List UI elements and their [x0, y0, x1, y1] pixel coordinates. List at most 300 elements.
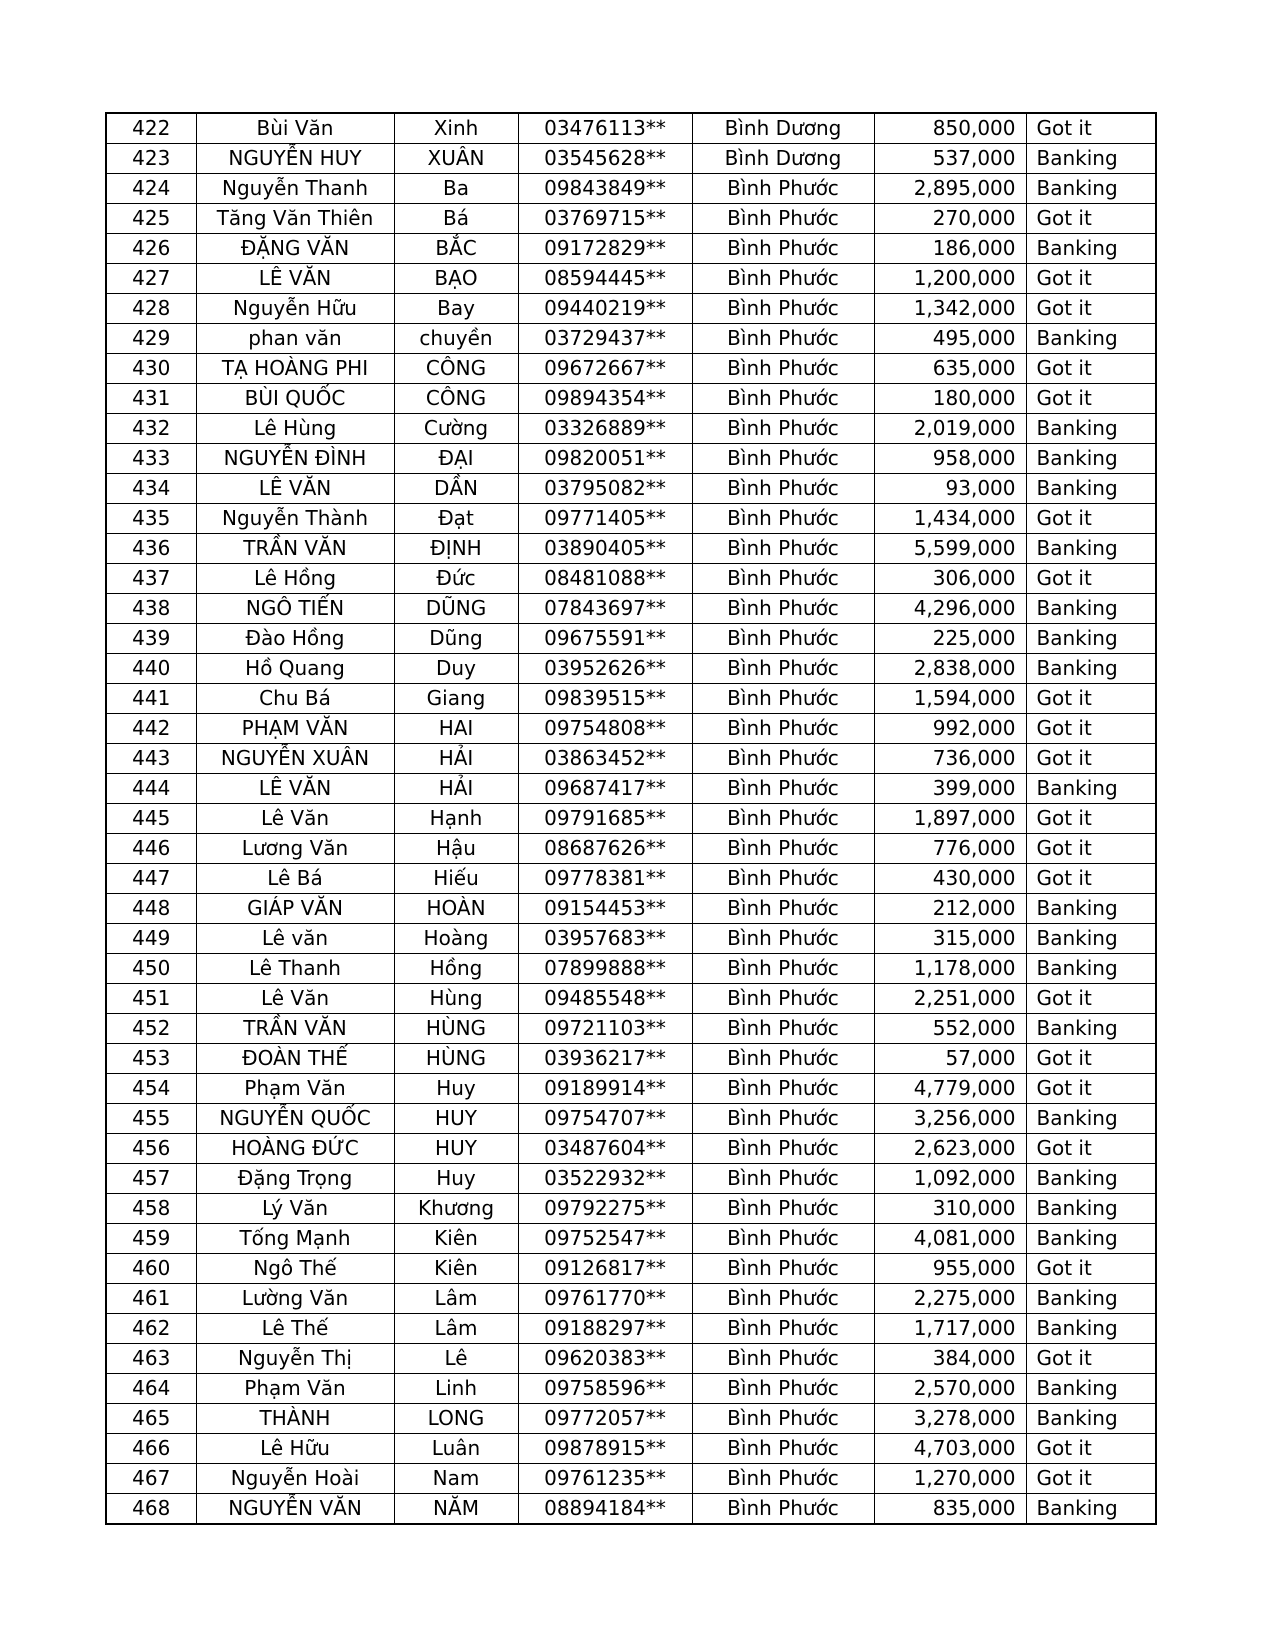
last-name-cell: Nguyễn Thanh [196, 174, 394, 204]
row-number-cell: 458 [106, 1194, 196, 1224]
phone-cell: 03769715** [518, 204, 692, 234]
first-name-cell: Xinh [394, 113, 518, 144]
amount-cell: 180,000 [874, 384, 1026, 414]
amount-cell: 3,256,000 [874, 1104, 1026, 1134]
payment-method-cell: Got it [1026, 1464, 1156, 1494]
last-name-cell: TRẦN VĂN [196, 1014, 394, 1044]
last-name-cell: Lường Văn [196, 1284, 394, 1314]
row-number-cell: 442 [106, 714, 196, 744]
table-row [106, 714, 1156, 744]
amount-cell: 1,200,000 [874, 264, 1026, 294]
table-row [106, 834, 1156, 864]
last-name-cell: NGUYỄN QUỐC [196, 1104, 394, 1134]
table-row [106, 744, 1156, 774]
province-cell: Bình Dương [692, 144, 874, 174]
last-name-cell: Lê Thanh [196, 954, 394, 984]
phone-cell: 03952626** [518, 654, 692, 684]
amount-cell: 495,000 [874, 324, 1026, 354]
phone-cell: 03522932** [518, 1164, 692, 1194]
last-name-cell: Nguyễn Thành [196, 504, 394, 534]
province-cell: Bình Phước [692, 594, 874, 624]
province-cell: Bình Phước [692, 684, 874, 714]
first-name-cell: BẠO [394, 264, 518, 294]
payment-method-cell: Banking [1026, 234, 1156, 264]
last-name-cell: Lê Văn [196, 984, 394, 1014]
payment-method-cell: Banking [1026, 894, 1156, 924]
province-cell: Bình Phước [692, 444, 874, 474]
province-cell: Bình Phước [692, 534, 874, 564]
amount-cell: 552,000 [874, 1014, 1026, 1044]
payment-method-cell: Banking [1026, 654, 1156, 684]
first-name-cell: Đức [394, 564, 518, 594]
last-name-cell: PHẠM VĂN [196, 714, 394, 744]
payment-method-cell: Banking [1026, 594, 1156, 624]
row-number-cell: 463 [106, 1344, 196, 1374]
amount-cell: 270,000 [874, 204, 1026, 234]
phone-cell: 09154453** [518, 894, 692, 924]
first-name-cell: HẢI [394, 744, 518, 774]
amount-cell: 2,275,000 [874, 1284, 1026, 1314]
payment-method-cell: Got it [1026, 984, 1156, 1014]
amount-cell: 850,000 [874, 113, 1026, 144]
row-number-cell: 451 [106, 984, 196, 1014]
table-row [106, 474, 1156, 504]
province-cell: Bình Phước [692, 264, 874, 294]
table-row [106, 113, 1156, 144]
table-row [106, 1464, 1156, 1494]
first-name-cell: Giang [394, 684, 518, 714]
first-name-cell: Hùng [394, 984, 518, 1014]
first-name-cell: Hạnh [394, 804, 518, 834]
phone-cell: 09754808** [518, 714, 692, 744]
province-cell: Bình Phước [692, 504, 874, 534]
amount-cell: 225,000 [874, 624, 1026, 654]
province-cell: Bình Phước [692, 624, 874, 654]
payment-method-cell: Banking [1026, 444, 1156, 474]
table-row [106, 624, 1156, 654]
table-row [106, 1344, 1156, 1374]
last-name-cell: Bùi Văn [196, 113, 394, 144]
payment-method-cell: Got it [1026, 504, 1156, 534]
first-name-cell: HÙNG [394, 1044, 518, 1074]
payment-method-cell: Got it [1026, 204, 1156, 234]
first-name-cell: Khương [394, 1194, 518, 1224]
row-number-cell: 436 [106, 534, 196, 564]
province-cell: Bình Phước [692, 1344, 874, 1374]
table-row [106, 684, 1156, 714]
payment-method-cell: Got it [1026, 804, 1156, 834]
phone-cell: 09894354** [518, 384, 692, 414]
amount-cell: 1,178,000 [874, 954, 1026, 984]
row-number-cell: 445 [106, 804, 196, 834]
table-row [106, 1074, 1156, 1104]
payment-method-cell: Banking [1026, 1014, 1156, 1044]
last-name-cell: Đặng Trọng [196, 1164, 394, 1194]
first-name-cell: Huy [394, 1164, 518, 1194]
amount-cell: 2,019,000 [874, 414, 1026, 444]
province-cell: Bình Phước [692, 324, 874, 354]
table-row [106, 1314, 1156, 1344]
first-name-cell: ĐẠI [394, 444, 518, 474]
province-cell: Bình Phước [692, 1104, 874, 1134]
first-name-cell: DẦN [394, 474, 518, 504]
row-number-cell: 426 [106, 234, 196, 264]
amount-cell: 992,000 [874, 714, 1026, 744]
phone-cell: 09752547** [518, 1224, 692, 1254]
province-cell: Bình Phước [692, 1314, 874, 1344]
table-row [106, 924, 1156, 954]
province-cell: Bình Phước [692, 954, 874, 984]
first-name-cell: Hoàng [394, 924, 518, 954]
amount-cell: 186,000 [874, 234, 1026, 264]
last-name-cell: Phạm Văn [196, 1074, 394, 1104]
table-row [106, 504, 1156, 534]
row-number-cell: 453 [106, 1044, 196, 1074]
first-name-cell: HUY [394, 1104, 518, 1134]
amount-cell: 635,000 [874, 354, 1026, 384]
last-name-cell: ĐẶNG VĂN [196, 234, 394, 264]
row-number-cell: 423 [106, 144, 196, 174]
payment-method-cell: Got it [1026, 1344, 1156, 1374]
row-number-cell: 464 [106, 1374, 196, 1404]
payment-method-cell: Banking [1026, 324, 1156, 354]
phone-cell: 09126817** [518, 1254, 692, 1284]
row-number-cell: 431 [106, 384, 196, 414]
payment-method-cell: Banking [1026, 144, 1156, 174]
last-name-cell: TẠ HOÀNG PHI [196, 354, 394, 384]
payment-method-cell: Got it [1026, 714, 1156, 744]
row-number-cell: 452 [106, 1014, 196, 1044]
phone-cell: 09189914** [518, 1074, 692, 1104]
row-number-cell: 454 [106, 1074, 196, 1104]
last-name-cell: Tống Mạnh [196, 1224, 394, 1254]
phone-cell: 09778381** [518, 864, 692, 894]
first-name-cell: Dũng [394, 624, 518, 654]
payment-method-cell: Banking [1026, 1374, 1156, 1404]
first-name-cell: XUÂN [394, 144, 518, 174]
row-number-cell: 460 [106, 1254, 196, 1284]
row-number-cell: 430 [106, 354, 196, 384]
amount-cell: 1,897,000 [874, 804, 1026, 834]
row-number-cell: 432 [106, 414, 196, 444]
table-row [106, 774, 1156, 804]
table-row [106, 174, 1156, 204]
province-cell: Bình Phước [692, 1224, 874, 1254]
province-cell: Bình Phước [692, 1494, 874, 1525]
phone-cell: 09771405** [518, 504, 692, 534]
province-cell: Bình Phước [692, 654, 874, 684]
province-cell: Bình Phước [692, 1194, 874, 1224]
payment-method-cell: Banking [1026, 474, 1156, 504]
province-cell: Bình Phước [692, 924, 874, 954]
province-cell: Bình Phước [692, 1134, 874, 1164]
amount-cell: 958,000 [874, 444, 1026, 474]
first-name-cell: BẮC [394, 234, 518, 264]
phone-cell: 09672667** [518, 354, 692, 384]
payment-method-cell: Banking [1026, 174, 1156, 204]
province-cell: Bình Phước [692, 1074, 874, 1104]
province-cell: Bình Phước [692, 894, 874, 924]
province-cell: Bình Phước [692, 1014, 874, 1044]
row-number-cell: 459 [106, 1224, 196, 1254]
province-cell: Bình Phước [692, 1464, 874, 1494]
table-row [106, 564, 1156, 594]
table-row [106, 1404, 1156, 1434]
phone-cell: 03863452** [518, 744, 692, 774]
last-name-cell: Chu Bá [196, 684, 394, 714]
last-name-cell: Lê Bá [196, 864, 394, 894]
phone-cell: 09721103** [518, 1014, 692, 1044]
last-name-cell: Lê Hùng [196, 414, 394, 444]
phone-cell: 03795082** [518, 474, 692, 504]
last-name-cell: ĐOÀN THẾ [196, 1044, 394, 1074]
table-row [106, 1224, 1156, 1254]
phone-cell: 09188297** [518, 1314, 692, 1344]
first-name-cell: Kiên [394, 1254, 518, 1284]
row-number-cell: 441 [106, 684, 196, 714]
row-number-cell: 440 [106, 654, 196, 684]
province-cell: Bình Dương [692, 113, 874, 144]
phone-cell: 07899888** [518, 954, 692, 984]
amount-cell: 736,000 [874, 744, 1026, 774]
table-row [106, 1164, 1156, 1194]
province-cell: Bình Phước [692, 384, 874, 414]
amount-cell: 310,000 [874, 1194, 1026, 1224]
province-cell: Bình Phước [692, 1044, 874, 1074]
province-cell: Bình Phước [692, 864, 874, 894]
amount-cell: 1,434,000 [874, 504, 1026, 534]
table-row [106, 1254, 1156, 1284]
first-name-cell: Lâm [394, 1284, 518, 1314]
phone-cell: 08894184** [518, 1494, 692, 1525]
phone-cell: 09485548** [518, 984, 692, 1014]
table-row [106, 1014, 1156, 1044]
last-name-cell: BÙI QUỐC [196, 384, 394, 414]
last-name-cell: NGUYỄN ĐÌNH [196, 444, 394, 474]
row-number-cell: 425 [106, 204, 196, 234]
amount-cell: 4,779,000 [874, 1074, 1026, 1104]
province-cell: Bình Phước [692, 774, 874, 804]
last-name-cell: Nguyễn Hoài [196, 1464, 394, 1494]
phone-cell: 09772057** [518, 1404, 692, 1434]
table-row [106, 1434, 1156, 1464]
last-name-cell: Đào Hồng [196, 624, 394, 654]
last-name-cell: Tăng Văn Thiên [196, 204, 394, 234]
row-number-cell: 457 [106, 1164, 196, 1194]
last-name-cell: Lê Văn [196, 804, 394, 834]
province-cell: Bình Phước [692, 1164, 874, 1194]
table-row [106, 1284, 1156, 1314]
first-name-cell: Duy [394, 654, 518, 684]
table-row [106, 444, 1156, 474]
province-cell: Bình Phước [692, 234, 874, 264]
amount-cell: 2,251,000 [874, 984, 1026, 1014]
amount-cell: 2,623,000 [874, 1134, 1026, 1164]
row-number-cell: 443 [106, 744, 196, 774]
province-cell: Bình Phước [692, 1434, 874, 1464]
payment-method-cell: Banking [1026, 1164, 1156, 1194]
payment-method-cell: Banking [1026, 624, 1156, 654]
amount-cell: 93,000 [874, 474, 1026, 504]
province-cell: Bình Phước [692, 804, 874, 834]
table-body [106, 113, 1156, 1524]
payment-method-cell: Got it [1026, 354, 1156, 384]
first-name-cell: chuyền [394, 324, 518, 354]
row-number-cell: 450 [106, 954, 196, 984]
amount-cell: 384,000 [874, 1344, 1026, 1374]
last-name-cell: NGUYỄN VĂN [196, 1494, 394, 1525]
amount-cell: 1,342,000 [874, 294, 1026, 324]
last-name-cell: LÊ VĂN [196, 264, 394, 294]
table-row [106, 654, 1156, 684]
first-name-cell: CÔNG [394, 354, 518, 384]
payment-method-cell: Got it [1026, 1074, 1156, 1104]
last-name-cell: Lý Văn [196, 1194, 394, 1224]
row-number-cell: 433 [106, 444, 196, 474]
phone-cell: 08481088** [518, 564, 692, 594]
last-name-cell: THÀNH [196, 1404, 394, 1434]
row-number-cell: 461 [106, 1284, 196, 1314]
province-cell: Bình Phước [692, 714, 874, 744]
payment-method-cell: Got it [1026, 294, 1156, 324]
table-row [106, 354, 1156, 384]
first-name-cell: HAI [394, 714, 518, 744]
payment-method-cell: Banking [1026, 534, 1156, 564]
payment-method-cell: Got it [1026, 564, 1156, 594]
amount-cell: 2,838,000 [874, 654, 1026, 684]
amount-cell: 1,270,000 [874, 1464, 1026, 1494]
row-number-cell: 462 [106, 1314, 196, 1344]
last-name-cell: Lê Hồng [196, 564, 394, 594]
amount-cell: 2,570,000 [874, 1374, 1026, 1404]
province-cell: Bình Phước [692, 1254, 874, 1284]
row-number-cell: 468 [106, 1494, 196, 1525]
table-row [106, 1494, 1156, 1525]
first-name-cell: HOÀN [394, 894, 518, 924]
table-row [106, 594, 1156, 624]
payment-method-cell: Got it [1026, 864, 1156, 894]
phone-cell: 03957683** [518, 924, 692, 954]
first-name-cell: HUY [394, 1134, 518, 1164]
first-name-cell: Hiếu [394, 864, 518, 894]
row-number-cell: 448 [106, 894, 196, 924]
table-row [106, 1374, 1156, 1404]
payment-method-cell: Banking [1026, 954, 1156, 984]
table-row [106, 144, 1156, 174]
last-name-cell: Hồ Quang [196, 654, 394, 684]
amount-cell: 955,000 [874, 1254, 1026, 1284]
first-name-cell: Lê [394, 1344, 518, 1374]
last-name-cell: TRẦN VĂN [196, 534, 394, 564]
table-row [106, 234, 1156, 264]
first-name-cell: HÙNG [394, 1014, 518, 1044]
payment-method-cell: Got it [1026, 1044, 1156, 1074]
first-name-cell: Kiên [394, 1224, 518, 1254]
amount-cell: 537,000 [874, 144, 1026, 174]
last-name-cell: Nguyễn Thị [196, 1344, 394, 1374]
phone-cell: 03729437** [518, 324, 692, 354]
first-name-cell: Bá [394, 204, 518, 234]
table-row [106, 864, 1156, 894]
first-name-cell: Luân [394, 1434, 518, 1464]
first-name-cell: Lâm [394, 1314, 518, 1344]
row-number-cell: 467 [106, 1464, 196, 1494]
first-name-cell: Bay [394, 294, 518, 324]
row-number-cell: 434 [106, 474, 196, 504]
phone-cell: 09820051** [518, 444, 692, 474]
payment-method-cell: Banking [1026, 414, 1156, 444]
phone-cell: 09761770** [518, 1284, 692, 1314]
phone-cell: 03326889** [518, 414, 692, 444]
payment-method-cell: Banking [1026, 1494, 1156, 1525]
first-name-cell: Hậu [394, 834, 518, 864]
first-name-cell: DŨNG [394, 594, 518, 624]
payment-method-cell: Banking [1026, 1284, 1156, 1314]
amount-cell: 1,092,000 [874, 1164, 1026, 1194]
last-name-cell: Lê Thế [196, 1314, 394, 1344]
first-name-cell: Cường [394, 414, 518, 444]
phone-cell: 09878915** [518, 1434, 692, 1464]
amount-cell: 315,000 [874, 924, 1026, 954]
province-cell: Bình Phước [692, 1404, 874, 1434]
last-name-cell: phan văn [196, 324, 394, 354]
payment-method-cell: Banking [1026, 1194, 1156, 1224]
row-number-cell: 438 [106, 594, 196, 624]
province-cell: Bình Phước [692, 174, 874, 204]
row-number-cell: 456 [106, 1134, 196, 1164]
row-number-cell: 428 [106, 294, 196, 324]
phone-cell: 09792275** [518, 1194, 692, 1224]
last-name-cell: Lê Hữu [196, 1434, 394, 1464]
row-number-cell: 446 [106, 834, 196, 864]
table-row [106, 1104, 1156, 1134]
payment-method-cell: Banking [1026, 1404, 1156, 1434]
first-name-cell: NĂM [394, 1494, 518, 1525]
table-row [106, 804, 1156, 834]
last-name-cell: Phạm Văn [196, 1374, 394, 1404]
amount-cell: 5,599,000 [874, 534, 1026, 564]
row-number-cell: 455 [106, 1104, 196, 1134]
amount-cell: 2,895,000 [874, 174, 1026, 204]
payment-method-cell: Got it [1026, 744, 1156, 774]
payment-list-table [105, 112, 1157, 1525]
table-row [106, 324, 1156, 354]
first-name-cell: Linh [394, 1374, 518, 1404]
phone-cell: 09754707** [518, 1104, 692, 1134]
first-name-cell: Nam [394, 1464, 518, 1494]
payment-method-cell: Banking [1026, 1104, 1156, 1134]
first-name-cell: LONG [394, 1404, 518, 1434]
first-name-cell: CÔNG [394, 384, 518, 414]
last-name-cell: Lương Văn [196, 834, 394, 864]
table-row [106, 294, 1156, 324]
amount-cell: 4,296,000 [874, 594, 1026, 624]
last-name-cell: Lê văn [196, 924, 394, 954]
first-name-cell: Hồng [394, 954, 518, 984]
phone-cell: 03545628** [518, 144, 692, 174]
first-name-cell: Đạt [394, 504, 518, 534]
phone-cell: 09675591** [518, 624, 692, 654]
amount-cell: 4,081,000 [874, 1224, 1026, 1254]
payment-method-cell: Got it [1026, 1134, 1156, 1164]
amount-cell: 57,000 [874, 1044, 1026, 1074]
last-name-cell: HOÀNG ĐỨC [196, 1134, 394, 1164]
payment-method-cell: Got it [1026, 834, 1156, 864]
payment-method-cell: Got it [1026, 1254, 1156, 1284]
payment-method-cell: Got it [1026, 384, 1156, 414]
table-row [106, 264, 1156, 294]
phone-cell: 09758596** [518, 1374, 692, 1404]
